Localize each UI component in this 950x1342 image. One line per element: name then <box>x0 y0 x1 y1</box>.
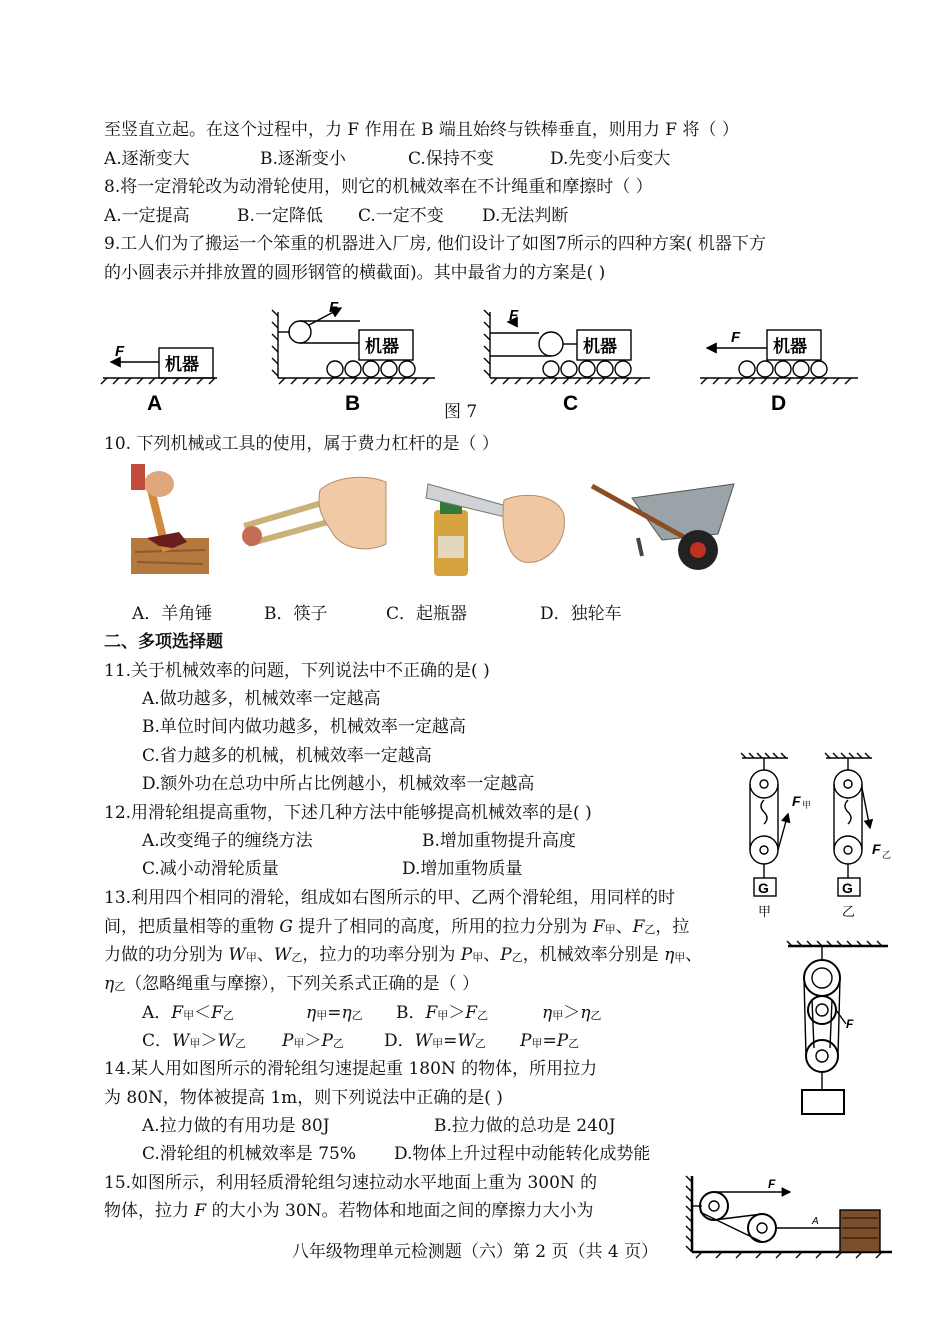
q13-option-b <box>396 1001 488 1028</box>
q13-opt-letter: D． <box>384 1031 415 1051</box>
q13-fig-g-yi: G <box>842 880 853 896</box>
q13-sub-yi: 乙 <box>222 1009 234 1022</box>
q13-sub-jia: 甲 <box>472 951 484 964</box>
q13-f: F <box>425 1003 438 1023</box>
figure-7 <box>95 292 870 422</box>
q13-f: F <box>171 1003 184 1023</box>
fig7-force-d: F <box>731 329 741 346</box>
q13-sub-jia: 甲 <box>189 1037 201 1050</box>
claw-hammer-image <box>125 462 215 578</box>
q11-stem: 11.关于机械效率的问题，下列说法中不正确的是( ) <box>104 661 490 681</box>
q13-dun: 、 <box>685 945 703 965</box>
q13-w: W <box>172 1031 190 1051</box>
q13-fig-f-jia: F <box>792 793 801 809</box>
q13-option-d-p <box>520 1029 579 1056</box>
q10-option-c: C．起瓶器 <box>386 604 468 624</box>
q13-option-b-eta <box>542 1001 601 1028</box>
q13-sub-jia: 甲 <box>604 923 616 936</box>
q13-op: ＞ <box>448 1003 466 1023</box>
q14-line2: 为 80N，物体被提高 1m，则下列说法中正确的是( ) <box>104 1088 503 1108</box>
q13-p: P <box>556 1031 569 1051</box>
page-footer: 八年级物理单元检测题（六）第 2 页（共 4 页） <box>291 1242 659 1262</box>
q13-p: P <box>282 1031 294 1051</box>
fig7-label-b: B <box>345 392 361 415</box>
q13-dun: 、 <box>483 945 501 965</box>
fig7-force-c: F <box>509 307 519 324</box>
q13-text: ，拉 <box>655 917 690 937</box>
q12-option-d: D.增加重物质量 <box>402 859 523 879</box>
q10-option-a: A．羊角锤 <box>132 604 213 624</box>
chopsticks-image <box>240 470 390 560</box>
q10-option-b: B．筷子 <box>264 604 328 624</box>
fig7-machine-a: 机器 <box>165 355 199 374</box>
q13-sub-yi: 乙 <box>568 1037 580 1050</box>
q15-fig-a: A <box>812 1216 819 1227</box>
q13-w: W <box>217 1031 235 1051</box>
q11-option-b: B.单位时间内做功越多，机械效率一定越高 <box>142 717 466 737</box>
bottle-opener-image <box>408 470 568 578</box>
q13-sub-yi: 乙 <box>474 1037 486 1050</box>
fig7-label-a: A <box>147 392 163 415</box>
q7-text: 至竖直立起。在这个过程中，力 F 作用在 B 端且始终与铁棒垂直，则用力 F 将（ ） <box>104 120 739 140</box>
q13-sub-jia: 甲 <box>531 1037 543 1050</box>
q13-fig-label-yi: 乙 <box>842 904 856 919</box>
q13-f: F <box>211 1003 223 1023</box>
q15-text: 的大小为 30N。若物体和地面之间的摩擦力大小为 <box>206 1201 594 1221</box>
q13-eta: η <box>542 1003 553 1023</box>
q14-option-a: A.拉力做的有用功是 80J <box>142 1116 330 1136</box>
q8-option-a: A.一定提高 <box>104 206 190 226</box>
q13-eta: η <box>664 945 675 965</box>
q13-op: ＞ <box>200 1031 218 1051</box>
q15-text: 物体，拉力 <box>104 1201 195 1221</box>
q15-line1: 15.如图所示，利用轻质滑轮组匀速拉动水平地面上重为 300N 的 <box>104 1173 598 1193</box>
q7-option-b: B.逐渐变小 <box>260 149 346 169</box>
q13-w: W <box>273 945 292 965</box>
q13-sub-yi: 乙 <box>234 1037 246 1050</box>
fig7-force-a: F <box>115 343 125 360</box>
q13-sub-yi: 乙 <box>351 1009 363 1022</box>
q13-sub-jia: 甲 <box>293 1037 305 1050</box>
q11-option-d: D.额外功在总功中所占比例越小，机械效率一定越高 <box>142 774 535 794</box>
q13-option-a-eta <box>306 1001 363 1028</box>
q13-f: F <box>632 917 645 937</box>
q13-op: ＞ <box>563 1003 581 1023</box>
q13-line1: 13.利用四个相同的滑轮，组成如右图所示的甲、乙两个滑轮组，用同样的时 <box>104 888 676 908</box>
q13-p: P <box>500 945 512 965</box>
q13-f: F <box>465 1003 478 1023</box>
q13-sub-yi: 乙 <box>291 951 303 964</box>
q11-option-c: C.省力越多的机械，机械效率一定越高 <box>142 746 432 766</box>
q8-option-b: B.一定降低 <box>237 206 323 226</box>
q13-line4 <box>104 972 479 999</box>
fig7-machine-d: 机器 <box>773 337 807 356</box>
q14-option-b: B.拉力做的总功是 240J <box>434 1116 616 1136</box>
q11-option-a: A.做功越多，机械效率一定越高 <box>142 689 381 709</box>
fig7-machine-b: 机器 <box>365 337 399 356</box>
q13-pulley-figure <box>736 752 906 930</box>
q8-stem: 8.将一定滑轮改为动滑轮使用，则它的机械效率在不计绳重和摩擦时（ ） <box>104 177 653 197</box>
q13-f: F <box>592 917 605 937</box>
q15-line2 <box>104 1199 594 1223</box>
q13-p: P <box>460 945 473 965</box>
section2-heading: 二、多项选择题 <box>104 632 223 652</box>
q13-sub-yi: 乙 <box>511 951 523 964</box>
q13-p: P <box>321 1031 333 1051</box>
q9-stem-line2: 的小圆表示并排放置的圆形钢管的横截面)。其中最省力的方案是( ) <box>104 263 606 283</box>
q7-option-d: D.先变小后变大 <box>550 149 671 169</box>
q13-eta: η <box>341 1003 352 1023</box>
q13-sub-jia: 甲 <box>437 1009 449 1022</box>
q12-stem: 12.用滑轮组提高重物，下述几种方法中能够提高机械效率的是( ) <box>104 803 592 823</box>
q13-sub-jia: 甲 <box>552 1009 564 1022</box>
q13-text: 提升了相同的高度，所用的拉力分别为 <box>293 917 593 937</box>
q13-sub-yi: 乙 <box>332 1037 344 1050</box>
q13-w: W <box>457 1031 475 1051</box>
q13-eta: η <box>104 974 115 994</box>
q13-option-a <box>142 1001 234 1028</box>
q13-p: P <box>520 1031 532 1051</box>
q13-dun: 、 <box>615 917 633 937</box>
q13-text: 间，把质量相等的重物 <box>104 917 280 937</box>
q10-option-d: D．独轮车 <box>540 604 622 624</box>
q14-line1: 14.某人用如图所示的滑轮组匀速提起重 180N 的物体，所用拉力 <box>104 1059 598 1079</box>
q13-text: （忽略绳重与摩擦），下列关系式正确的是（ ） <box>125 974 480 994</box>
q13-opt-letter: B． <box>396 1003 426 1023</box>
q12-option-b: B.增加重物提升高度 <box>422 831 576 851</box>
q13-op: = <box>443 1031 458 1051</box>
q13-line3 <box>104 943 702 970</box>
q13-text: ，机械效率分别是 <box>522 945 665 965</box>
q13-w: W <box>228 945 246 965</box>
q13-sub-jia: 甲 <box>245 951 257 964</box>
q13-text: ，拉力的功率分别为 <box>302 945 461 965</box>
q13-fig-f-yi-sub: 乙 <box>882 850 892 860</box>
q13-op: = <box>542 1031 557 1051</box>
q14-option-d: D.物体上升过程中动能转化成势能 <box>394 1144 651 1164</box>
fig7-label-c: C <box>563 392 579 415</box>
q13-eta: η <box>306 1003 317 1023</box>
q13-option-d <box>384 1029 486 1056</box>
wheelbarrow-image <box>588 462 738 580</box>
q13-opt-letter: A． <box>142 1003 172 1023</box>
q13-sub-jia: 甲 <box>316 1009 328 1022</box>
q13-option-c-p <box>282 1029 344 1056</box>
q8-option-c: C.一定不变 <box>358 206 444 226</box>
q14-fig-f: F <box>846 1017 854 1031</box>
q7-option-c: C.保持不变 <box>408 149 494 169</box>
q13-sub-jia: 甲 <box>674 951 686 964</box>
q7-option-a: A.逐渐变大 <box>104 149 190 169</box>
q13-dun: 、 <box>256 945 274 965</box>
q10-stem: 10. 下列机械或工具的使用，属于费力杠杆的是（ ） <box>104 434 499 454</box>
q13-sub-yi: 乙 <box>114 980 126 993</box>
fig7-machine-c: 机器 <box>583 337 617 356</box>
q8-option-d: D.无法判断 <box>482 206 569 226</box>
q13-op: ＞ <box>304 1031 322 1051</box>
q15-f: F <box>194 1201 207 1221</box>
q15-fig-f: F <box>768 1177 776 1191</box>
q13-option-c <box>142 1029 246 1056</box>
q13-fig-label-jia: 甲 <box>758 904 772 919</box>
q13-eta: η <box>580 1003 591 1023</box>
q13-opt-letter: C． <box>142 1031 173 1051</box>
q13-sub-yi: 乙 <box>590 1009 602 1022</box>
q13-op: ＜ <box>194 1003 212 1023</box>
q13-line2 <box>104 915 689 942</box>
q12-option-a: A.改变绳子的缠绕方法 <box>142 831 313 851</box>
fig7-caption: 图 7 <box>444 402 478 422</box>
q13-w: W <box>414 1031 433 1051</box>
q13-fig-f-yi: F <box>872 841 881 857</box>
q13-sub-jia: 甲 <box>183 1009 195 1022</box>
q14-option-c: C.滑轮组的机械效率是 75% <box>142 1144 356 1164</box>
q13-fig-g-jia: G <box>758 880 769 896</box>
q12-option-c: C.减小动滑轮质量 <box>142 859 279 879</box>
q13-sub-jia: 甲 <box>432 1037 444 1050</box>
fig7-label-d: D <box>771 392 787 415</box>
fig7-force-b: F <box>329 299 339 316</box>
q13-sub-yi: 乙 <box>477 1009 489 1022</box>
q13-text: 力做的功分别为 <box>104 945 229 965</box>
q13-fig-f-jia-sub: 甲 <box>802 800 812 810</box>
q13-sub-yi: 乙 <box>644 923 656 936</box>
q9-stem-line1: 9.工人们为了搬运一个笨重的机器进入厂房, 他们设计了如图7所示的四种方案( 机器下方 <box>104 234 766 254</box>
q14-pulley-figure <box>784 938 894 1120</box>
q13-op: = <box>327 1003 342 1023</box>
q13-g: G <box>279 917 293 937</box>
